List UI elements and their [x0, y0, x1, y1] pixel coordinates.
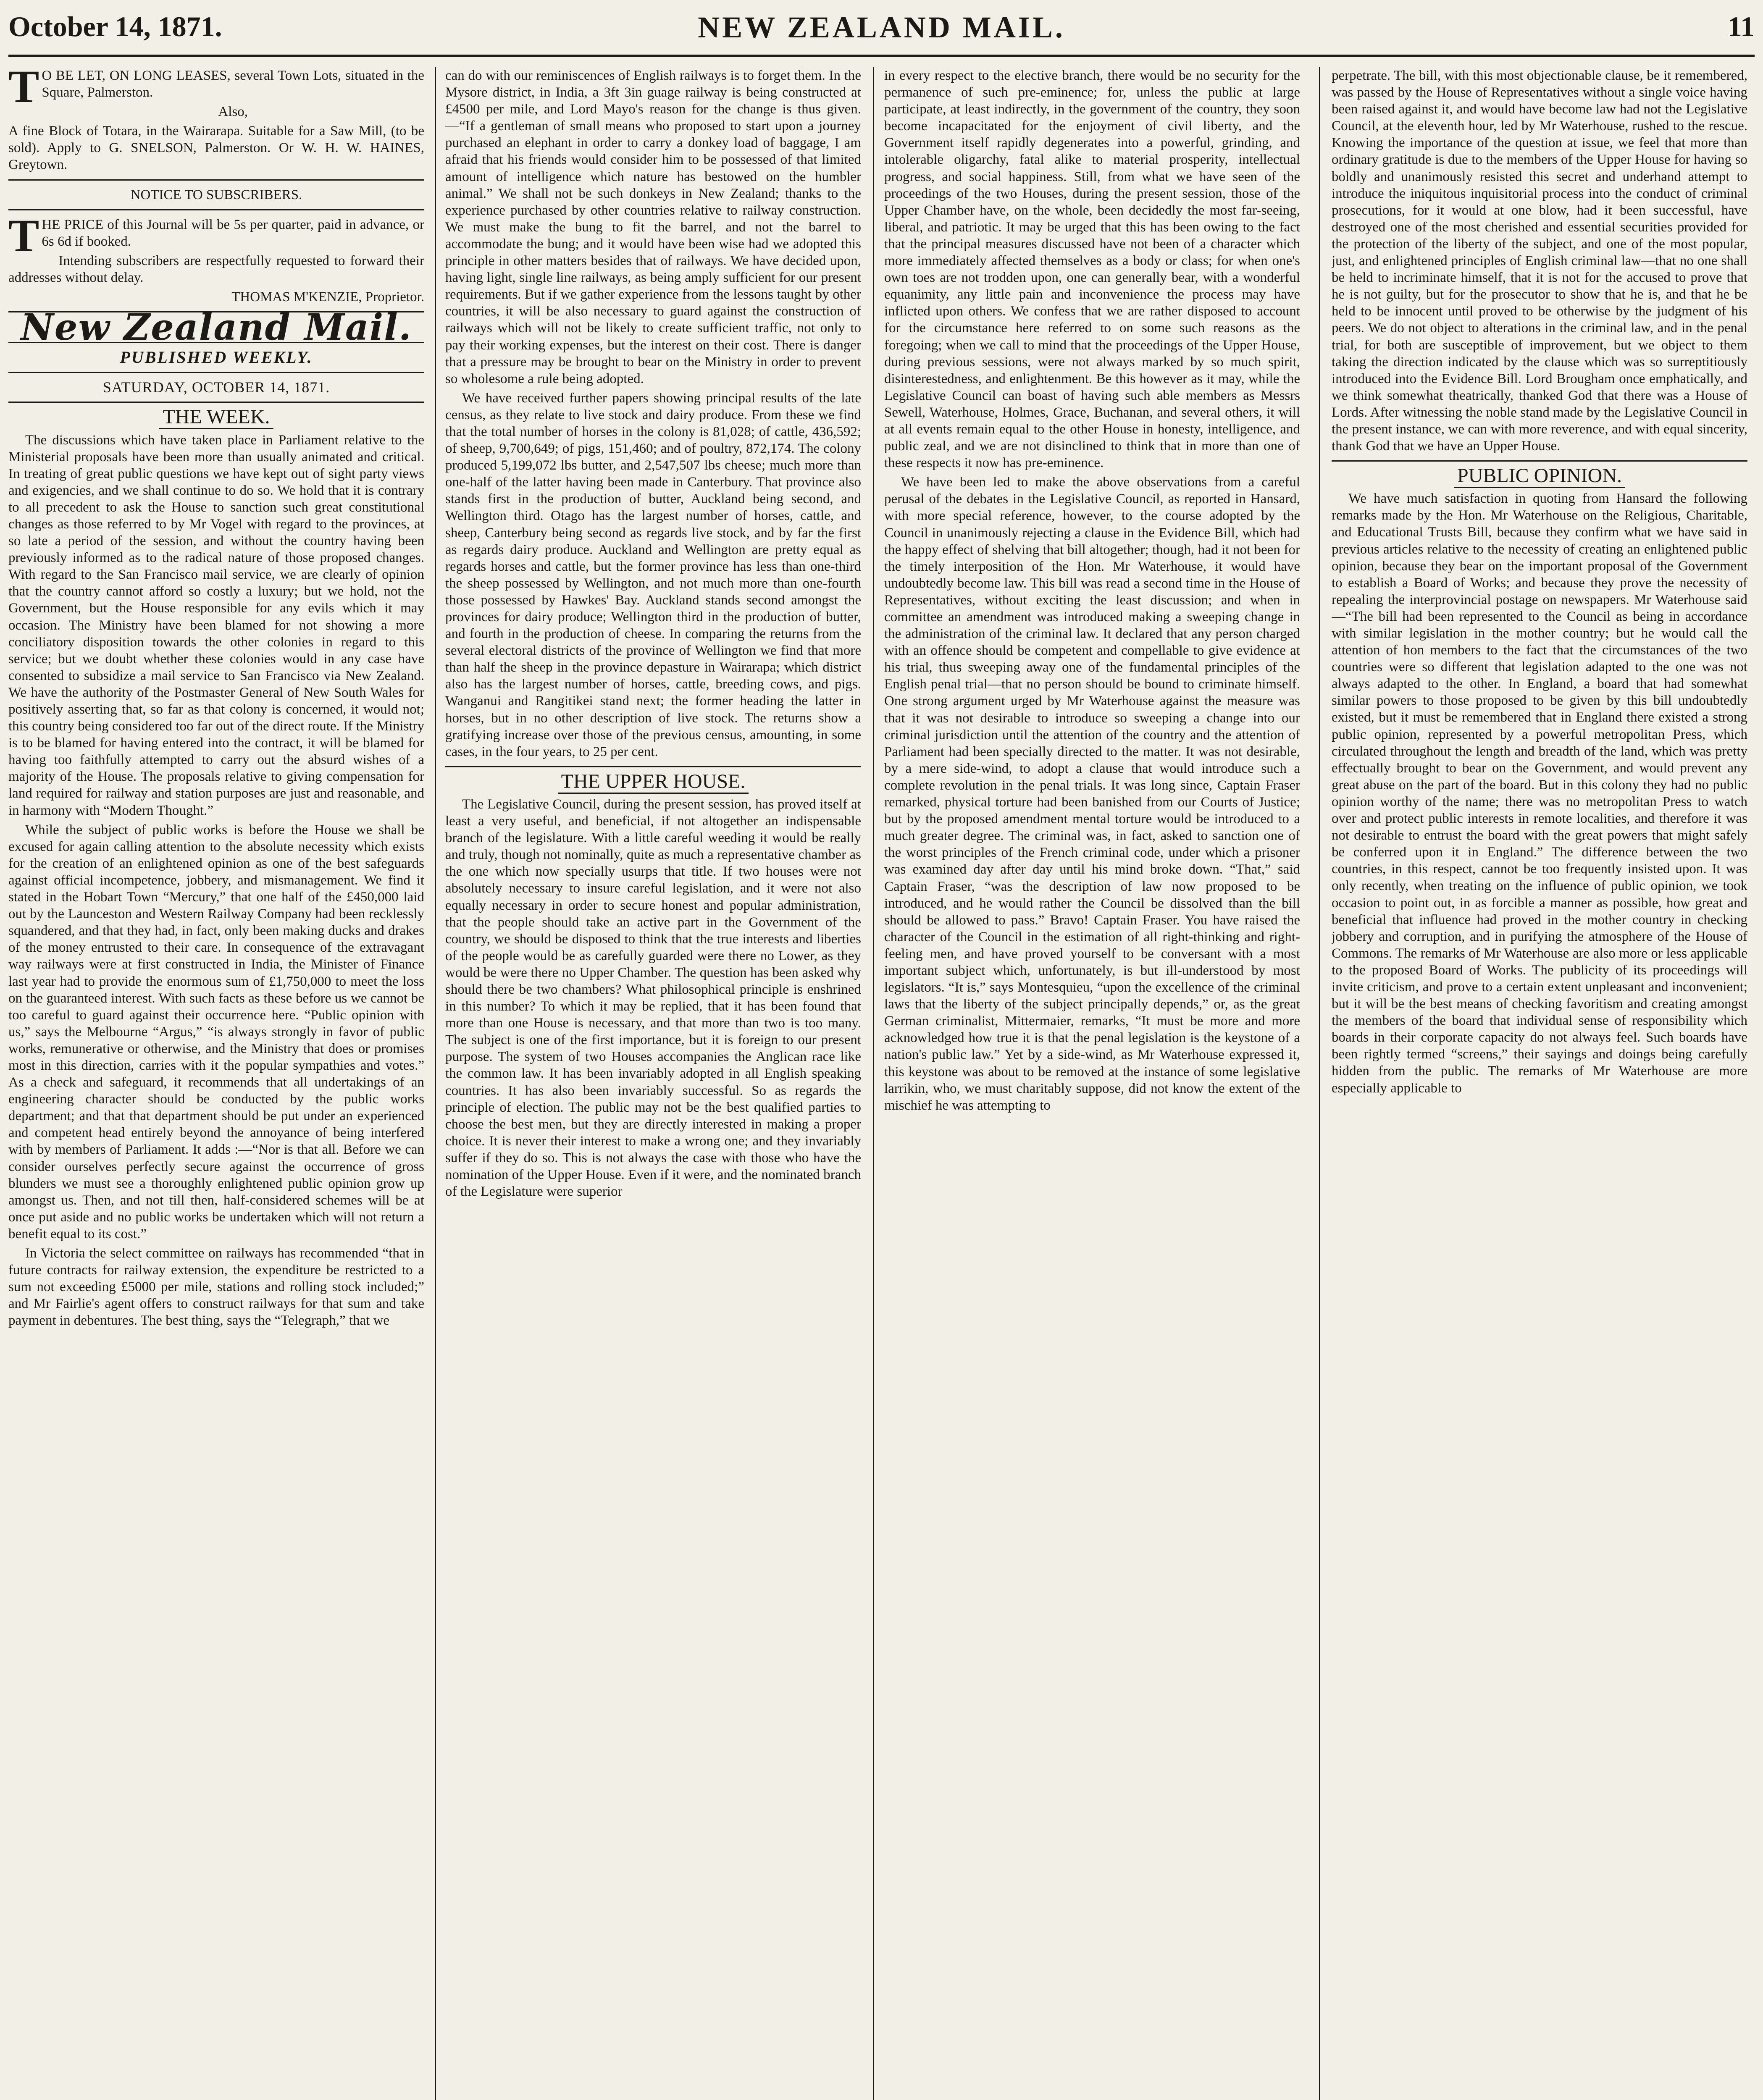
- article-paragraph: can do with our reminiscences of English railways is to forget them. In the Mysore district, in India, a 3ft 3in guage railway is being constructed at £4500 per mile, and Lord Mayo's reason for the change is thus given. —“If a gentleman of small means who proposed to start upon a journey purchased an elephant in order to carry a donkey load of baggage, I am afraid that his friends would consider him to be possessed of that limited amount of intelligence which nature has bestowed on the humbler animal.” We shall not be such donkeys in New Zealand; thanks to the experience purchased by other countries relative to railway construction. We must make the bung to fit the barrel, and not the barrel to accommodate the bung; and it would have been wise had we adopted this principle in other matters besides that of railways. We have decided upon, having light, single line railways, as being amply sufficient for our present requirements. But if we gather experience from the lessons taught by other countries, it will be also necessary to guard against the construction of railways which will not be likely to create sufficient traffic, not only to pay their working expenses, but the interest on their cost. There is danger that a pressure may be brought to bear on the Ministry in order to prevent so wholesome a rule being adopted.: [445, 68, 861, 386]
- notice-signature: THOMAS M'KENZIE, Proprietor.: [231, 289, 424, 305]
- notice-text-2: Intending subscribers are respectfully requested to forward their addresses without delay.: [8, 253, 424, 285]
- section-title-the-week: THE WEEK.: [8, 409, 424, 425]
- divider: [445, 766, 861, 767]
- article-paragraph: perpetrate. The bill, with this most objectionable clause, be it remembered, was passed by the House of Representatives without a single voice having been raised against it, and would have become law had not the Legislative Council, at the eleventh hour, led by Mr Waterhouse, rushed to the rescue. Knowing the importance of the question at issue, we feel that more than ordinary gratitude is due to the members of the Upper House for having so boldly and unanimously resisted this secret and underhand attempt to introduce the iniquitous inquisitorial process into the conduct of criminal prosecutions, for it would at one blow, had it been successful, have destroyed one of the most cherished and essential securities provided for the protection of the liberty of the subject, and one of the most popular, just, and enlightened principles of English criminal law—that no one shall be held to incriminate himself, that it is not for the accused to prove that he is not guilty, but for the prosecutor to show that he is, and that he be held to be innocent until proved to be otherwise by the judgment of his peers. We do not object to alterations in the criminal law, and in the penal trial, for both are susceptible of improvement, but we object to them taking the direction indicated by the clause which was so surreptitiously introduced into the Evidence Bill. Lord Brougham once emphatically, and we think somewhat theatrically, thanked God that there was a House of Lords. After witnessing the noble stand made by the Legislative Council in the present instance, we can with more reverence, and with equal sincerity, thank God that we have an Upper House.: [1332, 68, 1747, 454]
- paper-title: New Zealand Mail.: [21, 306, 412, 349]
- notice-text: THE PRICE of this Journal will be 5s per quarter, paid in advance, or 6s 6d if booked.: [8, 210, 424, 261]
- column-3: [884, 67, 1300, 2100]
- column-4: [1332, 67, 1747, 2100]
- divider: [8, 179, 424, 181]
- article-paragraph: We have been led to make the above observations from a careful perusal of the debates in the Legislative Council, as reported in Hansard, with more special reference, however, to the course adopted by the Council in unanimously rejecting a clause in the Evidence Bill, which had the happy effect of shelving that bill altogether; though, had it not been for the timely interposition of the Hon. Mr Waterhouse, it would have undoubtedly become law. This bill was read a second time in the House of Representatives, without exciting the least discussion; and when in committee an amendment was introduced making a sweeping change in the administration of the criminal law. It declared that any person charged with an offence should be competent and compellable to give evidence at his trial, thus sweeping away one of the fundamental principles of the English penal trial—that no person should be bound to criminate himself. One strong argument urged by Mr Waterhouse against the measure was that it was not desirable to introduce so sweeping a change into our criminal jurisdiction until the attention of the country and the attention of Parliament had been specially directed to the matter. It was not desirable, by a mere side-wind, to adopt a clause that would introduce such a complete revolution in the penal trials. It was long since, Captain Fraser remarked, physical torture had been banished from our Courts of Justice; but by the proposed amendment mental torture would be introduced to a much greater degree. The criminal was, in fact, asked to sanction one of the worst principles of the French criminal code, under which a prisoner was examined day after day until his mind broke down. “That,” said Captain Fraser, “was the description of law now proposed to be introduced, and he would rather the Council be dissolved than the bill should be allowed to pass.” Bravo! Captain Fraser. You have raised the character of the Council in the estimation of all right-thinking and right-feeling men, and have proved yourself to be conversant with a most important subject which, unfortunately, is but ill-understood by most legislators. “It is,” says Montesquieu, “upon the excellence of the criminal laws that the liberty of the subject principally depends,” or, as the great German criminalist, Mittermaier, remarks, “It must be more and more acknowledged how true it is that the penal legislation is the keystone of a nation's public law.” Yet by a side-wind, as Mr Waterhouse expressed it, this keystone was about to be removed at the instance of some legislative larrikin, who, we must charitably suppose, did not know the extent of the mischief he was attempting to: [884, 475, 1300, 1113]
- article-paragraph: We have received further papers showing principal results of the late census, as they relate to live stock and dairy produce. From these we find that the total number of horses in the colony is 81,028; of cattle, 436,592; of sheep, 9,700,649; of pigs, 151,460; and of poultry, 872,174. The colony produced 5,199,072 lbs butter, and 2,547,507 lbs cheese; much more than one-half of the latter having been made in Canterbury. That province also stands first in the production of butter, Auckland being second, and Wellington third. Otago has the largest number of horses, cattle, and sheep, Canterbury being second as regards live stock, and by far the first as regards dairy produce. Auckland and Wellington are pretty equal as regards horses and cattle, but the former province has less than one-third the sheep possessed by Wellington, and not much more than one-fourth those possessed by Hawkes' Bay. Auckland stands second amongst the provinces for dairy produce; Wellington third in the production of butter, and fourth in the production of cheese. In comparing the returns from the several electoral districts of the province of Wellington we find that more than half the sheep in the province depasture in Wairarapa; which district also has the largest number of horses, cattle, breeding cows, and pigs. Wanganui and Rangitikei stand next; the former heading the latter in horses, but in no other description of live stock. The returns show a gratifying increase over those of the previous census, amounting, in some cases, in the four years, to 25 per cent.: [445, 390, 861, 759]
- ad-also: Also,: [218, 104, 248, 120]
- column-rule: [435, 67, 436, 2100]
- issue-date: October 14, 1871.: [8, 10, 222, 42]
- divider: [8, 209, 424, 210]
- column-rule: [1319, 67, 1320, 2100]
- article-paragraph: The Legislative Council, during the present session, has proved itself at least a very useful, and beneficial, if not altogether an indispensable branch of the legislature. With a little careful weeding it would be really and truly, though not nominally, quite as much a representative chamber as the one which now specially usurps that title. If two houses were not absolutely necessary to insure careful legislation, and it were not also equally necessary in order to secure honest and popular administration, that the people should take an active part in the Government of the country, we should be disposed to think that the true interests and liberties of the people would be as carefully guarded were there no Lower, as they would be were there no Upper Chamber. The question has been asked why should there be two chambers? What philosophical principle is enshrined in this number? To which it may be replied, that it has been found that more than one House is necessary, and that more than two is too many. The subject is one of the first importance, but it is foreign to our present purpose. The system of two Houses accompanies the Anglican race like the common law. It has been invariably adopted in all English speaking countries. It has also been invariably successful. So as regards the principle of election. The public may not be the best qualified parties to choose the best men, but they are directly interested in making a proper choice. It is never their interest to make a wrong one; and they invariably suffer if they do so. This is not always the case with those who have the nomination of the Upper House. Even if it were, and the nominated branch of the Legislature were superior: [445, 796, 861, 1200]
- article-paragraph: While the subject of public works is before the House we shall be excused for again calling attention to the absolute necessity which exists for the creation of an enlightened opinion as one of the best safeguards against official incompetence, jobbery, and mismanagement. We find it stated in the Hobart Town “Mercury,” that one half of the £450,000 laid out by the Launceston and Western Railway Company had been recklessly squandered, and that they had, in fact, only been making ducks and drakes of the money entrusted to their care. In consequence of the extravagant way railways were at first constructed in India, the Minister of Finance last year had to provide the enormous sum of £1,750,000 to meet the loss on the guaranteed interest. With such facts as these before us we cannot be too careful to guard against their occurrence here. “Public opinion with us,” says the Melbourne “Argus,” “is always strongly in favor of public works, remunerative or otherwise, and the Ministry that does or promises most in this direction, carries with it the popular sympathies and votes.” As a check and safeguard, it recommends that all undertakings of an engineering character should be conducted by the public works department; and that that department should be put under an experienced and competent head entirely beyond the annoyance of being interfered with by members of Parliament. It adds :—“Nor is that all. Before we can consider ourselves perfectly secure against the occurrence of gross blunders we must see a thoroughly enlightened public opinion grow up amongst us. Then, and not till then, half-considered schemes will be at once put aside and no public works be undertaken which will not return a benefit equal to its cost.”: [8, 822, 424, 1242]
- publication-date: SATURDAY, OCTOBER 14, 1871.: [102, 379, 330, 396]
- published-weekly: PUBLISHED WEEKLY.: [120, 348, 313, 367]
- section-title-upper-house: THE UPPER HOUSE.: [445, 773, 861, 790]
- paper-name: NEW ZEALAND MAIL.: [698, 10, 1065, 44]
- section-title-public-opinion: PUBLIC OPINION.: [1332, 467, 1747, 484]
- column-2: [445, 67, 861, 2100]
- ad-to-let: T O BE LET, ON LONG LEASES, several Town Lots, situated in the Square, Palmerston.: [8, 67, 424, 112]
- article-paragraph: In Victoria the select committee on railways has recommended “that in future contracts for railway extension, the expenditure be restricted to a sum not exceeding £5000 per mile, stations and rolling stock included;” and Mr Fairlie's agent offers to construct railways for that sum and take payment in debentures. The best thing, says the “Telegraph,” that we: [8, 1246, 424, 1328]
- column-rule: [873, 67, 874, 2100]
- notice-title: NOTICE TO SUBSCRIBERS.: [130, 187, 302, 202]
- article-paragraph: We have much satisfaction in quoting from Hansard the following remarks made by the Hon. Mr Waterhouse on the Religious, Charitable, and Educational Trusts Bill, because they confirm what we have said in previous articles relative to the necessity of creating an enlightened public opinion, because they bear on the important proposal of the Government to establish a Board of Works; and because they prove the necessity of repealing the interprovincial postage on newspapers. Mr Waterhouse said—“The bill had been represented to the Council as being in accordance with similar legislation in the mother country; but he would call the attention of hon members to the fact that the circumstances of the two countries were so different that legislation adapted to the one was not always adapted to the other. In England, a board that had somewhat similar powers to those proposed to be given by this bill undoubtedly existed, but it must be remembered that in England there existed a strong public opinion, represented by a powerful metropolitan Press, which circulated throughout the length and breadth of the land, which was pretty effectually brought to bear on the Government, and would prevent any great abuse on the part of the board. But in this colony they had no public opinion worthy of the name; there was no metropolitan Press to watch over and protect public interests in remote localities, and therefore it was not desirable to entrust the board with the great powers that might safely be conferred upon it in England.” The difference between the two countries, in this respect, cannot be too frequently insisted upon. It was only recently, when treating on the influence of public opinion, we took occasion to point out, in as forcible a manner as possible, how great and beneficial that influence had proved in the mother country in checking jobbery and corruption, and in purifying the atmosphere of the House of Commons. The remarks of Mr Waterhouse are also more or less applicable to the proposed Board of Works. The publicity of its proceedings will invite criticism, and prove to a certain extent unpleasant and inconvenient; but it will be the best means of checking favoritism and creating amongst the members of the board that individual sense of responsibility which boards in their corporate capacity do not always feel. Such boards have been rightly termed “screens,” their sayings and doings being carefully hidden from the public. The remarks of Mr Waterhouse are more especially applicable to: [1332, 491, 1747, 1096]
- divider: [8, 372, 424, 373]
- ad-totara: A fine Block of Totara, in the Wairarapa. Suitable for a Saw Mill, (to be sold). Apply to G. SNELSON, Palmerston. Or W. H. W. HAINES, Greytown.: [8, 123, 424, 173]
- column-1: [8, 67, 424, 2100]
- divider: [1332, 460, 1747, 462]
- divider: [8, 402, 424, 403]
- article-paragraph: in every respect to the elective branch, there would be no security for the permanence of such pre-eminence; for, unless the public at large participate, at least indirectly, in the government of the country, they soon become incapacitated for the enjoyment of civil liberty, and the Government itself rapidly degenerates into a powerful, grinding, and intolerable oligarchy, fatal alike to material prosperity, intellectual progress, and social happiness. Still, from what we have seen of the proceedings of the two Houses, during the present session, those of the Upper Chamber have, on the whole, been decidedly the most far-seeing, liberal, and patriotic. It may be urged that this has been owing to the fact that the principal measures discussed have not been of a character which more immediately affected themselves as a body or class; for when one's own toes are not trodden upon, one can generally bear, with a wonderful equanimity, any little pain and inconvenience the process may have inflicted upon others. We confess that we are rather disposed to account for the circumstance here referred to on some such reasons as the foregoing; when we call to mind that the proceedings of the Upper House, during previous sessions, were not always marked by so much spirit, disinterestedness, and enlightenment. Be this however as it may, while the Legislative Council can boast of having such able members as Messrs Sewell, Waterhouse, Holmes, Grace, Buchanan, and several others, it will at all events remain equal to the other House in honesty, intelligence, and public zeal, and we are not disinclined to think that in more than one of these respects it now has pre-eminence.: [884, 68, 1300, 471]
- article-paragraph: The discussions which have taken place in Parliament relative to the Ministerial proposals have been more than usually animated and critical. In treating of great public questions we have kept out of sight party views and exigencies, and we shall continue to do so. We hold that it is contrary to all precedent to ask the House to sanction such great constitutional changes as those referred to by Mr Vogel with regard to the provinces, at so late a period of the session, and without the country having been previously informed as to the radical nature of those proposed changes. With regard to the San Francisco mail service, we are clearly of opinion that the country cannot afford so costly a luxury; but we hold, not the Government, but the House responsible for any evils which it may occasion. The Ministry have been blamed for not showing a more conciliatory disposition towards the other colonies in regard to this service; but we doubt whether these colonies would in any case have consented to subsidize a mail service to San Francisco via New Zealand. We have the authority of the Postmaster General of New South Wales for positively asserting that, so far as that colony is concerned, it would not; this country being considered too far out of the direct route. If the Ministry is to be blamed for having entered into the contract, it will be blamed for having too faithfully attempted to carry out the absurd wishes of a majority of the House. The proposals relative to giving compensation for land required for railway and station purposes are just and reasonable, and in harmony with “Modern Thought.”: [8, 432, 424, 818]
- page-number: 11: [1727, 10, 1755, 42]
- masthead: [8, 4, 1755, 57]
